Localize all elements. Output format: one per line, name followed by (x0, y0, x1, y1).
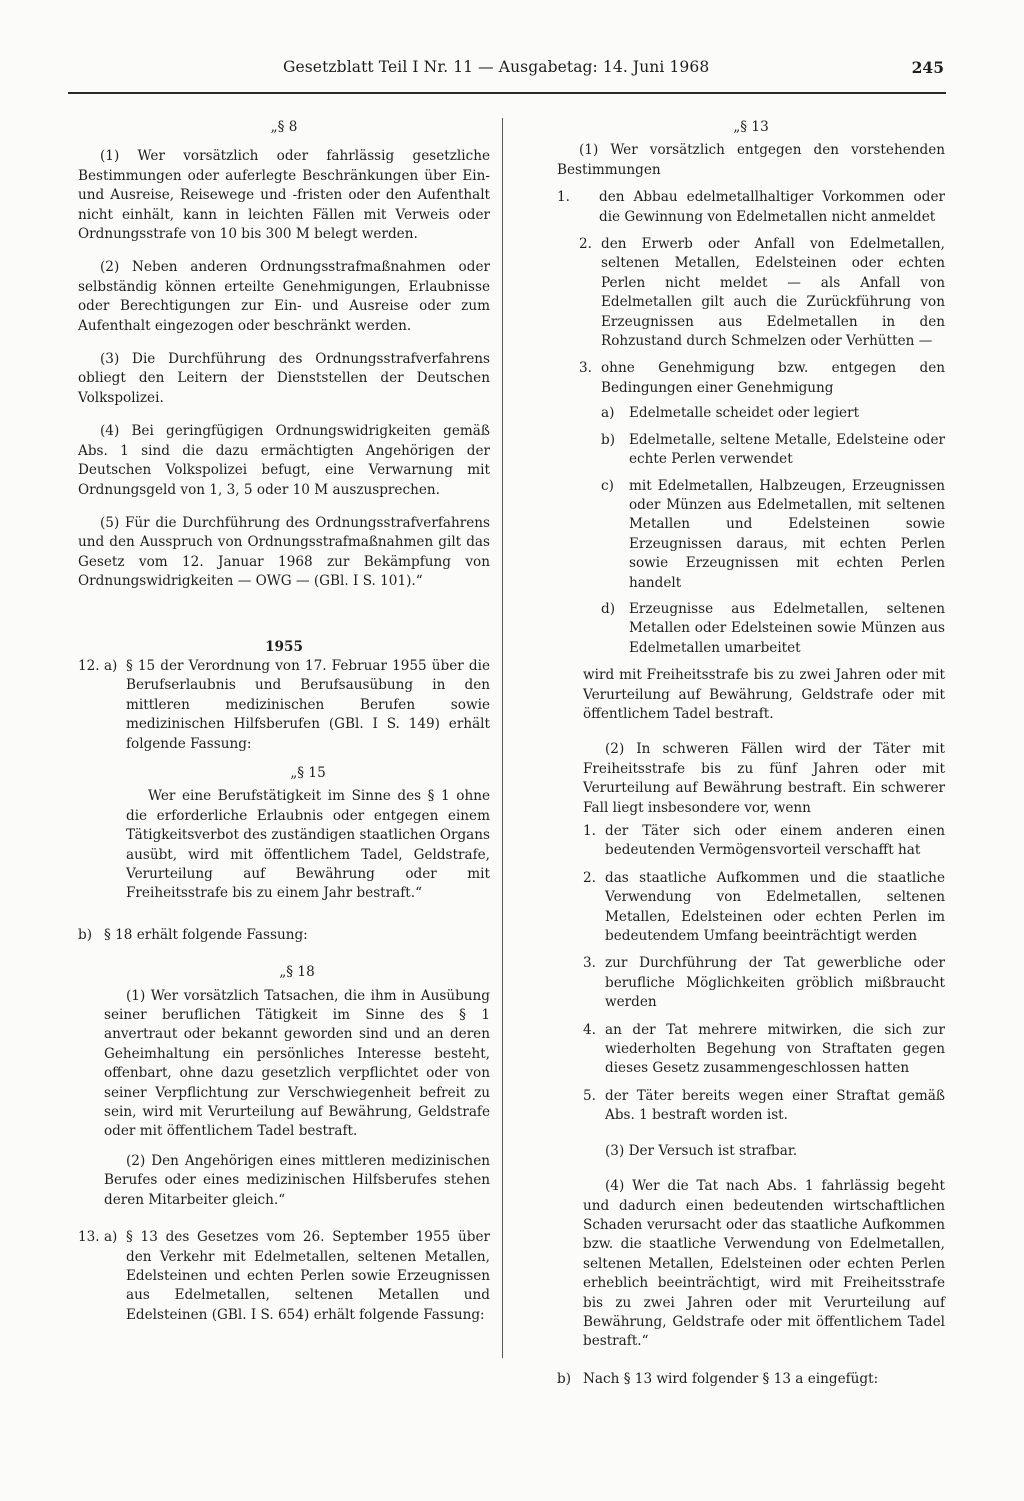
activity-c: c) mit Edelmetallen, Halbzeugen, Erzeugnissen oder Münzen aus Edelmetallen, mit seltenen Metallen und Edelsteinen sowie Erzeugnissen daraus, mit echten Perlen sowie Erzeugnissen mit echten Perlen handelt (601, 477, 945, 591)
offense-item-3: 3. ohne Genehmigung bzw. entgegen den Bedingungen einer Genehmigung (579, 360, 945, 396)
aggravation-item-1: 1. der Täter sich oder einem anderen einen bedeutenden Vermögensvorteil verschafft hat (583, 823, 945, 859)
item-13a (78, 1228, 490, 1325)
item-12b-text: § 18 erhält folgende Fassung: (104, 926, 308, 943)
page-header (68, 52, 946, 94)
item-13a-label: 13. a) (78, 1229, 118, 1246)
item-12b-label: b) (78, 926, 93, 943)
aggravation-item-3: 3. zur Durchführung der Tat gewerbliche oder berufliche Möglichkeiten gröblich mißbraucht werden (583, 955, 945, 1011)
penalty-text: wird mit Freiheitsstrafe bis zu zwei Jahren oder mit Verurteilung auf Bewährung, Geldstrafe oder mit öffentlichem Tadel bestraft. (583, 667, 945, 722)
item-12b (78, 926, 490, 945)
activity-a: a) Edelmetalle scheidet oder legiert (601, 405, 860, 422)
s13-paragraph-4: (4) Wer die Tat nach Abs. 1 fahrlässig begeht und dadurch einen bedeutenden wirtschaftlichen Schaden verursacht oder das staatliche Aufkommen bzw. die staatliche Verwendung von Edelmetallen, seltenen Metallen, Edelsteinen oder echten Perlen erheblich beeinträchtigt, wird mit Freiheitsstrafe bis zu zwei Jahren oder mit Verurteilung auf Bewährung, Geldstrafe oder mit öffentlichem Tadel bestraft.“ (583, 1178, 945, 1350)
item-13b-label: b) (557, 1370, 572, 1387)
aggravation-item-5: 5. der Täter bereits wegen einer Straftat gemäß Abs. 1 bestraft worden ist. (583, 1087, 945, 1124)
item-13b-text: Nach § 13 wird folgender § 13 a eingefügt: (583, 1370, 879, 1387)
s18-paragraph-2: (2) Den Angehörigen eines mittleren medizinischen Berufes oder eines medizinischen Hilfsberufes stehen deren Mitarbeiter gleich.“ (104, 1152, 490, 1208)
activity-b: b) Edelmetalle, seltene Metalle, Edelsteine oder echte Perlen verwendet (601, 431, 945, 468)
aggravation-item-4: 4. an der Tat mehrere mitwirken, die sich zur wiederholten Begehung von Straftaten gegen dieses Gesetz zusammengeschlossen hatten (583, 1021, 945, 1077)
item-12a (78, 657, 490, 754)
s18-paragraph-1: (1) Wer vorsätzlich Tatsachen, die ihm in Ausübung seiner beruflichen Tätigkeit im Sinne des § 1 anvertraut oder bekannt geworden sind und an deren Geheimhaltung ein persönliches Interesse besteht, offenbart, ohne dazu gesetzlich verpflichtet oder von seiner Verpflichtung zur Verschwiegenheit befreit zu sein, wird mit Verurteilung auf Bewährung, Geldstrafe oder mit öffentlichem Tadel bestraft. (104, 987, 490, 1140)
s8-paragraph-3: (3) Die Durchführung des Ordnungsstrafverfahrens obliegt den Leitern der Dienststellen der Deutschen Volkspolizei. (78, 351, 490, 406)
gazette-title: Gesetzblatt Teil I Nr. 11 — Ausgabetag: 14. Juni 1968 (283, 58, 710, 76)
aggravation-list (583, 822, 945, 1126)
right-column (557, 118, 945, 1389)
aggravation-item-2: 2. das staatliche Aufkommen und die staatliche Verwendung von Edelmetallen, seltenen Metallen, Edelsteinen oder echten Perlen im bedeutendem Umfang beeinträchtigt werden (583, 869, 945, 945)
offense-item-2: 2. den Erwerb oder Anfall von Edelmetallen, seltenen Metallen, Edelsteinen oder echten Perlen nicht meldet — als Anfall von Edelmetallen gilt auch die Zurückführung von Erzeugnissen aus Edelmetallen in den Rohzustand durch Schmelzen oder Verhütten — (579, 236, 945, 350)
activity-d: d) Erzeugnisse aus Edelmetallen, seltenen Metallen oder Edelsteinen sowie Münzen aus Edelmetallen umarbeitet (601, 600, 945, 656)
item-12a-label: 12. a) (78, 657, 118, 674)
s13-paragraph-3: (3) Der Versuch ist strafbar. (605, 1142, 798, 1159)
s8-paragraph-2: (2) Neben anderen Ordnungsstrafmaßnahmen oder selbständig können erteilte Genehmigungen, Erlaubnisse oder Berechtigungen zur Ein- und Ausreise oder zum Aufenthalt eingezogen oder beschränkt werden. (78, 259, 490, 334)
s18-block (104, 963, 490, 1210)
s13-paragraph-2-intro: (2) In schweren Fällen wird der Täter mit Freiheitsstrafe bis zu fünf Jahren oder mit Verurteilung auf Bewährung bestraft. Ein schwerer Fall liegt insbesondere vor, wenn (583, 741, 945, 816)
s18-heading: „§ 18 (279, 964, 315, 981)
item-13a-text: § 13 des Gesetzes vom 26. September 1955 über den Verkehr mit Edelmetallen, seltenen Metallen, Edelsteinen und echten Perlen sowie Erzeugnissen aus Edelmetallen, seltenen Metallen und Edelsteinen (GBl. I S. 654) erhält folgende Fassung: (126, 1229, 490, 1323)
s8-paragraph-1: (1) Wer vorsätzlich oder fahrlässig gesetzliche Bestimmungen oder auferlegte Beschränkungen über Ein- und Ausreise, Reisewege und -fristen oder den Aufenthalt nicht einhält, kann in leichten Fällen mit Verweis oder Ordnungsstrafe von 10 bis 300 M belegt werden. (78, 148, 490, 243)
s8-heading: „§ 8 (270, 119, 298, 135)
item-13b (557, 1370, 945, 1389)
year-heading: 1955 (265, 638, 303, 655)
activity-sublist (601, 404, 945, 658)
s13-heading: „§ 13 (733, 119, 769, 135)
offense-item-1: 1. den Abbau edelmetallhaltiger Vorkommen oder die Gewinnung von Edelmetallen nicht anmeldet (557, 189, 945, 225)
s8-paragraph-4: (4) Bei geringfügigen Ordnungswidrigkeiten gemäß Abs. 1 sind die dazu ermächtigten Angehörigen der Deutschen Volkspolizei befugt, eine Verwarnung mit Ordnungsgeld von 1, 3, 5 oder 10 M auszusprechen. (78, 423, 490, 498)
column-divider (502, 118, 503, 1358)
left-column (78, 118, 490, 1325)
page-number: 245 (911, 58, 944, 77)
s15-heading: „§ 15 (290, 764, 326, 781)
s8-paragraph-5: (5) Für die Durchführung des Ordnungsstrafverfahrens und den Ausspruch von Ordnungsstrafmaßnahmen gilt das Gesetz vom 12. Januar 1968 zur Bekämpfung von Ordnungswidrigkeiten — OWG — (GBl. I S. 101).“ (78, 514, 490, 590)
s13-paragraph-1-intro: (1) Wer vorsätzlich entgegen den vorstehenden Bestimmungen (557, 142, 945, 178)
offense-list (557, 188, 945, 398)
s15-text: Wer eine Berufstätigkeit im Sinne des § 1 ohne die erforderliche Erlaubnis oder entgegen einem Tätigkeitsverbot des zuständigen staatlichen Organs ausübt, wird mit öffentlichem Tadel, Geldstrafe, Verurteilung auf Bewährung oder mit Freiheitsstrafe bis zu einem Jahr bestraft.“ (126, 788, 490, 902)
item-12a-text: § 15 der Verordnung von 17. Februar 1955 über die Berufserlaubnis und Berufsausübung in den mittleren medizinischen Berufen sowie medizinischen Hilfsberufen (GBl. I S. 149) erhält folgende Fassung: (126, 657, 490, 752)
s15-block (126, 764, 490, 904)
